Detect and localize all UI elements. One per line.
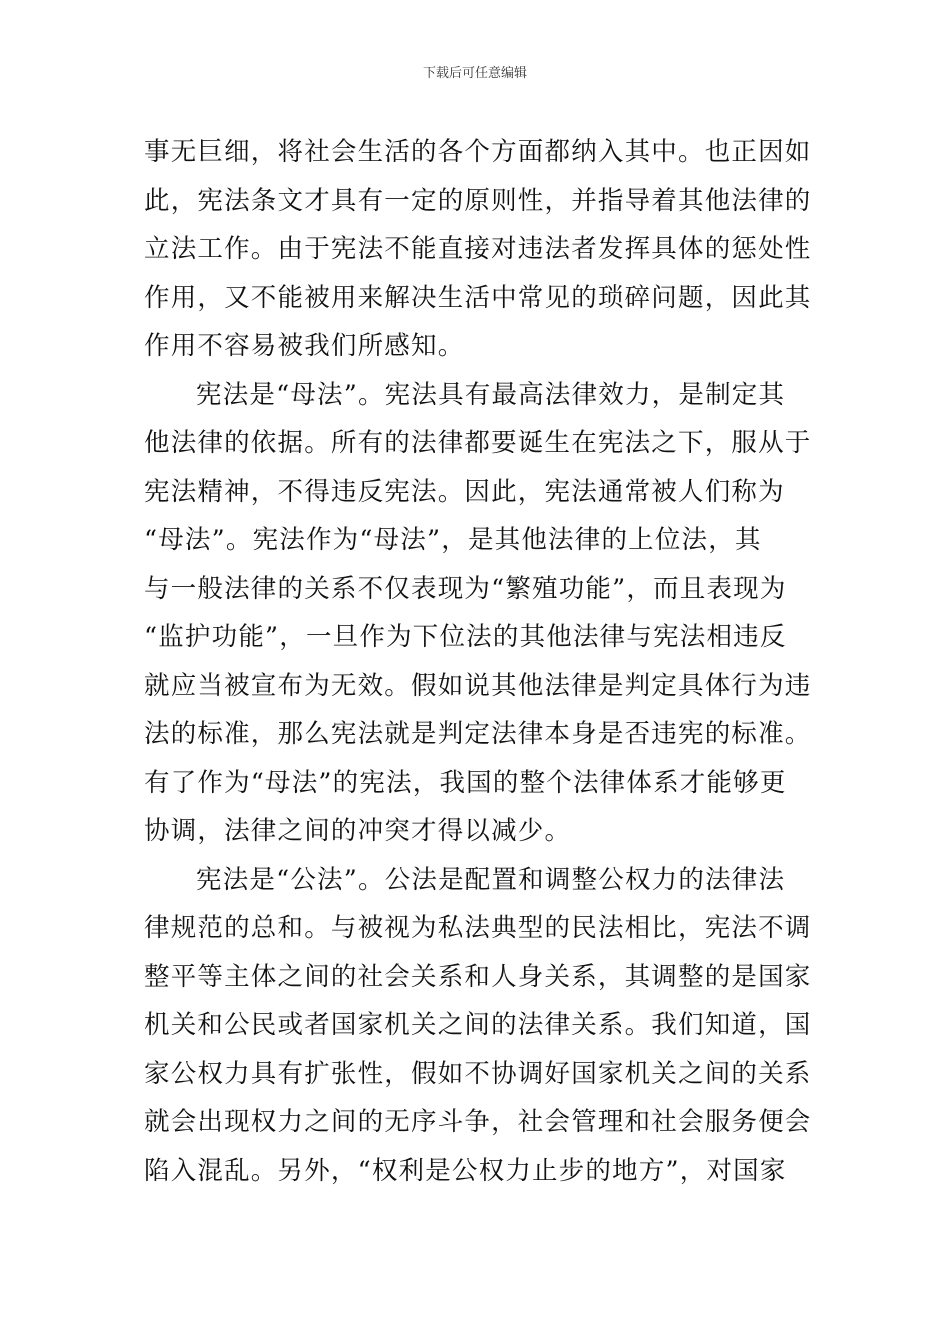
text-line: 此，宪法条文才具有一定的原则性，并指导着其他法律的 [144, 185, 812, 216]
text-line: 有了作为“母法”的宪法，我国的整个法律体系才能够更 [144, 767, 787, 798]
document-body [144, 128, 810, 1195]
text-line: 与一般法律的关系不仅表现为“繁殖功能”，而且表现为 [144, 573, 787, 604]
text-line: 陷入混乱。另外，“权利是公权力止步的地方”，对国家 [144, 1155, 787, 1186]
text-line: 协调，法律之间的冲突才得以减少。 [144, 816, 572, 846]
text-line: “母法”。宪法作为“母法”，是其他法律的上位法，其 [144, 525, 762, 555]
text-line: 法的标准，那么宪法就是判定法律本身是否违宪的标准。 [144, 719, 812, 749]
text-line: “监护功能”，一旦作为下位法的其他法律与宪法相违反 [144, 622, 787, 652]
text-line: 宪法精神，不得违反宪法。因此，宪法通常被人们称为 [144, 476, 785, 507]
text-line: 机关和公民或者国家机关之间的法律关系。我们知道，国 [144, 1010, 812, 1040]
text-line: 律规范的总和。与被视为私法典型的民法相比，宪法不调 [144, 913, 812, 943]
text-line: 宪法是“母法”。宪法具有最高法律效力，是制定其 [196, 379, 786, 410]
text-line: 整平等主体之间的社会关系和人身关系，其调整的是国家 [144, 961, 812, 992]
text-line: 就应当被宣布为无效。假如说其他法律是判定具体行为违 [144, 670, 812, 701]
text-line: 家公权力具有扩张性，假如不协调好国家机关之间的关系 [144, 1058, 812, 1089]
page-header: 下载后可任意编辑 [422, 66, 527, 81]
text-line: 立法工作。由于宪法不能直接对违法者发挥具体的惩处性 [144, 234, 812, 264]
text-line: 事无巨细，将社会生活的各个方面都纳入其中。也正因如 [144, 137, 812, 167]
text-line: 作用不容易被我们所感知。 [144, 331, 465, 361]
text-line: 作用，又不能被用来解决生活中常见的琐碎问题，因此其 [144, 282, 812, 313]
text-line: 宪法是“公法”。公法是配置和调整公权力的法律法 [196, 864, 786, 895]
text-line: 就会出现权力之间的无序斗争，社会管理和社会服务便会 [144, 1107, 812, 1137]
text-line: 他法律的依据。所有的法律都要诞生在宪法之下，服从于 [144, 428, 812, 458]
